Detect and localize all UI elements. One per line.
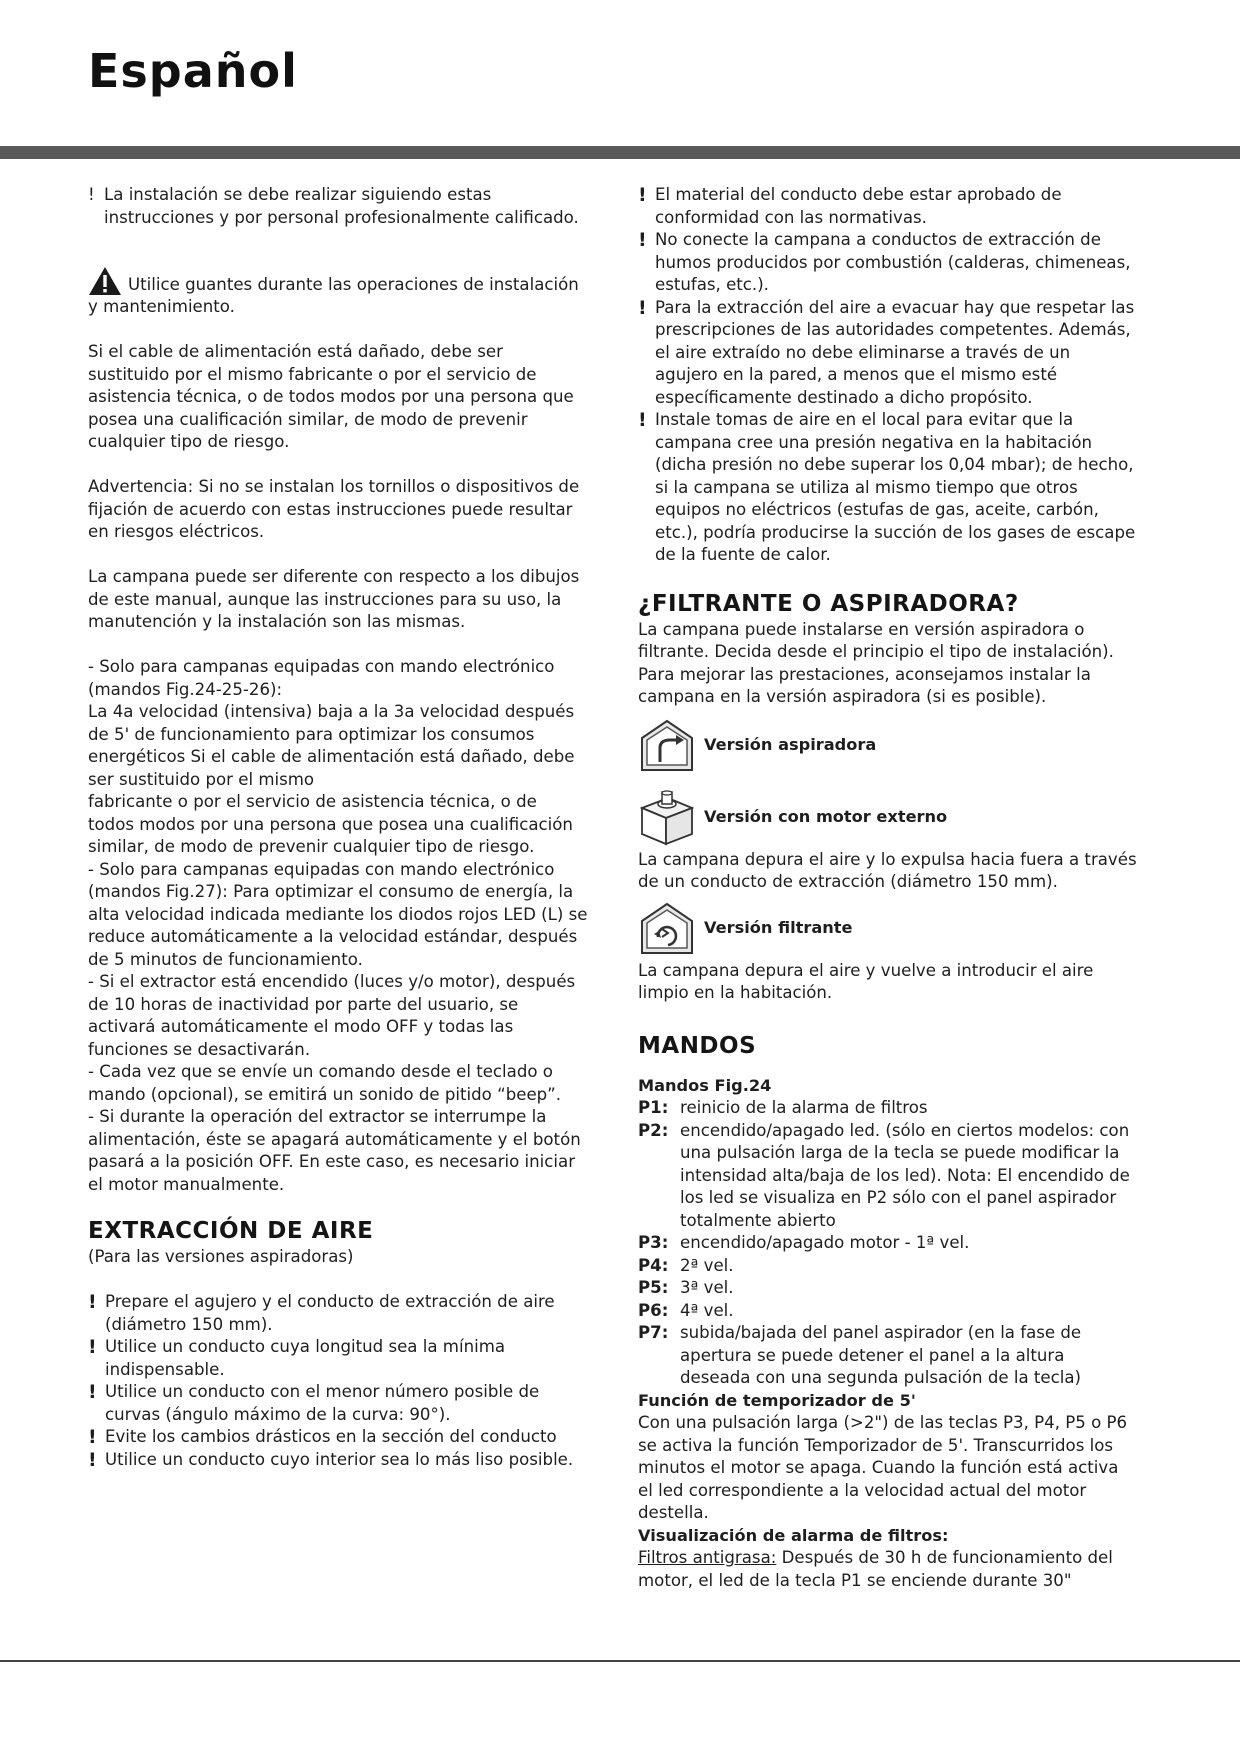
filter-heading: ¿FILTRANTE O ASPIRADORA? — [638, 590, 1019, 617]
version-filtrante-label: Versión filtrante — [704, 918, 853, 938]
exclamation-icon: ! — [638, 296, 647, 319]
external-motor-box-icon — [638, 790, 696, 846]
list-item-text: Prepare el agujero y el conducto de extracción de aire (diámetro 150 mm). — [105, 1292, 555, 1334]
recirculation-house-icon — [638, 901, 696, 957]
page-title: Español — [88, 44, 298, 98]
filtrante-paragraph: La campana depura el aire y vuelve a introducir el aire limpio en la habitación. — [638, 960, 1094, 1002]
exclamation-icon: ! — [88, 1426, 97, 1448]
led-paragraph: - Solo para campanas equipadas con mando electrónico (mandos Fig.27): Para optimizar el consumo de energía, la alta velocidad indicada mediante los diodos rojos LED (L) se reduce automáticamente a la velocidad estándar, después de 5 minutos de funcionamiento. — [88, 859, 588, 969]
control-description: 3ª vel. — [680, 1278, 734, 1297]
exclamation-icon: ! — [638, 184, 647, 206]
control-description: subida/bajada del panel aspirador (en la fase de apertura se puede detener el panel a la altura deseada con una segunda pulsación de la tecla) — [680, 1323, 1082, 1387]
list-item — [638, 409, 1138, 567]
version-filtrante-row — [638, 898, 1138, 960]
control-row — [638, 1277, 1138, 1300]
control-key: P2: — [638, 1120, 669, 1140]
list-item — [88, 1381, 588, 1426]
list-item — [88, 1291, 588, 1336]
cable-paragraph: Si el cable de alimentación está dañado, debe ser sustituido por el mismo fabricante o por el servicio de asistencia técnica, o de todos modos por una persona que posea una cualificación similar, de modo de prevenir cualquier tipo de riesgo. — [88, 342, 574, 451]
exclamation-icon: ! — [88, 1448, 97, 1471]
header-bar — [0, 146, 1240, 159]
list-item — [638, 229, 1138, 297]
drawings-paragraph: La campana puede ser diferente con respecto a los dibujos de este manual, aunque las instrucciones para su uso, la manutención y la instalación son las mismas. — [88, 567, 580, 631]
list-item — [638, 184, 1138, 229]
control-row — [638, 1300, 1138, 1323]
list-item-text: Para la extracción del aire a evacuar hay que respetar las prescripciones de las autoridades competentes. Además, el aire extraído no debe eliminarse a través de un agujero en la pared, a menos que el mismo esté específicamente destinado a dicho propósito. — [655, 297, 1135, 407]
alarm-paragraph — [638, 1547, 1138, 1592]
exclamation-icon: ! — [88, 1381, 97, 1403]
version-aspiradora-label: Versión aspiradora — [704, 735, 877, 755]
gloves-text: Utilice guantes durante las operaciones de instalación y mantenimiento. — [88, 274, 579, 316]
version-aspiradora-row — [638, 715, 1138, 777]
control-row — [638, 1232, 1138, 1255]
controls-heading: MANDOS — [638, 1032, 757, 1059]
control-description: 2ª vel. — [680, 1255, 734, 1275]
control-key: P5: — [638, 1278, 669, 1297]
gloves-notice — [88, 266, 588, 319]
ducted-house-icon — [638, 718, 696, 774]
list-item-text: El material del conducto debe estar aprobado de conformidad con las normativas. — [655, 185, 1062, 227]
version-motor-row — [638, 787, 1138, 849]
timer-paragraph: Con una pulsación larga (>2") de las teclas P3, P4, P5 o P6 se activa la función Temporizador de 5'. Transcurridos los minutos el motor se apaga. Cuando la función está activa el led correspondiente a la velocidad actual del motor destella. — [638, 1413, 1128, 1522]
exclamation-icon: ! — [638, 229, 647, 251]
control-key: P3: — [638, 1233, 669, 1252]
control-row — [638, 1255, 1138, 1278]
warning-triangle-icon — [88, 266, 122, 296]
left-column — [88, 184, 588, 1471]
exclamation-icon: ! — [88, 185, 95, 204]
beep-paragraph: - Cada vez que se envíe un comando desde el teclado o mando (opcional), se emitirá un sonido de pitido “beep”. — [88, 1062, 562, 1104]
intro-text: La instalación se debe realizar siguiendo estas instrucciones y por personal profesionalmente calificado. — [104, 185, 579, 227]
control-key: P4: — [638, 1255, 669, 1275]
version-motor-label: Versión con motor externo — [704, 807, 948, 827]
footer-rule — [0, 1660, 1240, 1662]
warning-paragraph: Advertencia: Si no se instalan los tornillos o dispositivos de fijación de acuerdo con estas instrucciones puede resultar en riesgos eléctricos. — [88, 477, 580, 541]
power-cut-paragraph: - Si durante la operación del extractor se interrumpe la alimentación, éste se apagará automáticamente y el botón pasará a la posición OFF. En este caso, es necesario iniciar el motor manualmente. — [88, 1107, 581, 1194]
list-item-text: Utilice un conducto cuya longitud sea la mínima indispensable. — [105, 1337, 506, 1379]
list-item-text: Evite los cambios drásticos en la sección del conducto — [105, 1427, 557, 1446]
manufacturer-paragraph: fabricante o por el servicio de asistencia técnica, o de todos modos por una persona que posea una cualificación similar, de modo de prevenir cualquier tipo de riesgo. — [88, 792, 573, 856]
list-item — [88, 1336, 588, 1381]
alarm-heading: Visualización de alarma de filtros: — [638, 1525, 949, 1545]
control-key: P7: — [638, 1323, 669, 1342]
exclamation-icon: ! — [88, 1291, 97, 1313]
alarm-label: Filtros antigrasa: — [638, 1548, 777, 1567]
exclamation-icon: ! — [638, 409, 647, 431]
list-item — [88, 1449, 588, 1472]
extraction-subtitle: (Para las versiones aspiradoras) — [88, 1247, 354, 1266]
control-key: P1: — [638, 1098, 669, 1117]
motor-paragraph: La campana depura el aire y lo expulsa hacia fuera a través de un conducto de extracción (diámetro 150 mm). — [638, 849, 1137, 891]
list-item-text: No conecte la campana a conductos de extracción de humos producidos por combustión (calderas, chimeneas, estufas, etc.). — [655, 230, 1131, 294]
exclamation-icon: ! — [88, 1336, 97, 1358]
electronic-control-paragraph: - Solo para campanas equipadas con mando electrónico (mandos Fig.24-25-26): — [88, 657, 555, 699]
list-item-text: Utilice un conducto cuyo interior sea lo más liso posible. — [105, 1449, 574, 1469]
speed-paragraph: La 4a velocidad (intensiva) baja a la 3a velocidad después de 5' de funcionamiento para optimizar los consumos energéticos Si el cable de alimentación está dañado, debe ser sustituido por el mismo — [88, 702, 575, 789]
list-item-text: Utilice un conducto con el menor número posible de curvas (ángulo máximo de la curva: 90°). — [105, 1382, 540, 1424]
list-item-text: Instale tomas de aire en el local para evitar que la campana cree una presión negativa en la habitación (dicha presión no debe superar los 0,04 mbar); de hecho, si la campana se utiliza al mismo tiempo que otros equipos no eléctricos (estufas de gas, aceite, carbón, etc.), podría producirse la succión de los gases de escape de la fuente de calor. — [655, 410, 1136, 564]
control-description: encendido/apagado led. (sólo en ciertos modelos: con una pulsación larga de la tecla se puede modificar la intensidad alta/baja de los led). Nota: El encendido de los led se visualiza en P2 sólo con el panel aspirador totalmente abierto — [680, 1120, 1130, 1230]
controls-subtitle: Mandos Fig.24 — [638, 1075, 772, 1095]
intro-notice — [88, 184, 588, 229]
alarm-text: Después de 30 h de funcionamiento del motor, el led de la tecla P1 se enciende durante 30" — [638, 1548, 1113, 1590]
right-column — [638, 184, 1138, 1592]
control-row — [638, 1097, 1138, 1120]
control-key: P6: — [638, 1300, 669, 1320]
extraction-heading: EXTRACCIÓN DE AIRE — [88, 1218, 374, 1244]
control-row — [638, 1322, 1138, 1390]
control-row — [638, 1120, 1138, 1233]
filter-paragraph: La campana puede instalarse en versión aspiradora o filtrante. Decida desde el principio el tipo de instalación). Para mejorar las prestaciones, aconsejamos instalar la campana en la versión aspiradora (si es posible). — [638, 619, 1114, 706]
control-description: encendido/apagado motor - 1ª vel. — [680, 1233, 970, 1252]
list-item — [88, 1426, 588, 1449]
control-description: 4ª vel. — [680, 1300, 734, 1320]
list-item — [638, 297, 1138, 410]
timer-heading: Función de temporizador de 5' — [638, 1390, 916, 1410]
inactivity-paragraph: - Si el extractor está encendido (luces y/o motor), después de 10 horas de inactividad por parte del usuario, se activará automáticamente el modo OFF y todas las funciones se desactivarán. — [88, 972, 576, 1059]
control-description: reinicio de la alarma de filtros — [680, 1098, 928, 1117]
